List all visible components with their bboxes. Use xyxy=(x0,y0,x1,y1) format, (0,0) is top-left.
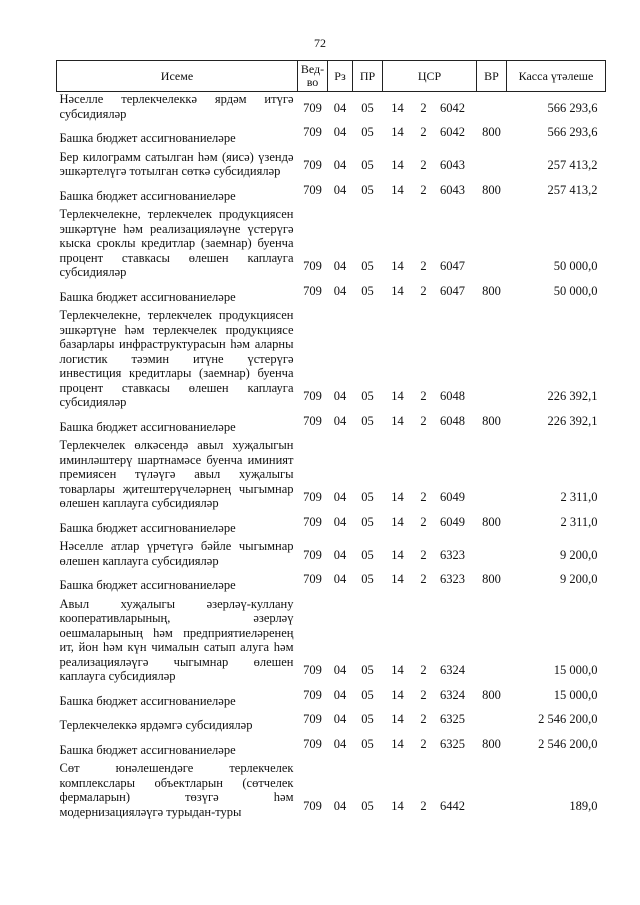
table-row xyxy=(57,207,606,280)
row-csr-code: 6049 xyxy=(440,490,465,504)
table-row xyxy=(57,125,606,146)
row-csr-program: 14 xyxy=(391,547,404,562)
table-row xyxy=(57,438,606,511)
row-pr: 05 xyxy=(361,389,374,403)
row-rz: 04 xyxy=(333,125,347,139)
row-csr-subprogram: 2 xyxy=(420,687,427,702)
row-csr-program: 14 xyxy=(391,736,404,751)
row-csr xyxy=(383,761,477,819)
row-csr xyxy=(383,572,477,593)
row-vr: 800 xyxy=(482,736,501,751)
row-sum: 257 413,2 xyxy=(547,182,598,197)
row-vr xyxy=(477,92,507,122)
row-pr: 05 xyxy=(361,514,374,529)
row-csr xyxy=(383,183,477,204)
row-rz: 04 xyxy=(333,712,347,726)
table-row xyxy=(57,150,606,179)
table-row xyxy=(57,737,606,758)
row-vr: 800 xyxy=(482,413,501,428)
row-sum: 9 200,0 xyxy=(560,547,598,562)
row-vr: 800 xyxy=(482,125,501,139)
table-row xyxy=(57,414,606,435)
row-rz: 04 xyxy=(333,798,347,813)
row-ved: 709 xyxy=(303,514,322,529)
row-csr xyxy=(383,125,477,146)
row-csr-program: 14 xyxy=(391,389,404,403)
row-ved: 709 xyxy=(303,413,322,428)
row-pr: 05 xyxy=(361,547,374,562)
table-row xyxy=(57,572,606,593)
row-csr-program: 14 xyxy=(391,712,404,726)
header-vr: ВР xyxy=(477,61,507,92)
row-csr-subprogram: 2 xyxy=(420,663,427,677)
row-name: Башка бюджет ассигнованиеләре xyxy=(59,693,236,708)
row-sum: 257 413,2 xyxy=(547,158,598,172)
row-ved: 709 xyxy=(303,798,322,813)
row-csr-program: 14 xyxy=(391,283,404,298)
row-pr: 05 xyxy=(361,572,374,586)
row-csr-code: 6323 xyxy=(440,572,465,586)
row-ved: 709 xyxy=(303,572,322,586)
row-csr-program: 14 xyxy=(391,125,404,139)
row-rz: 04 xyxy=(333,283,347,298)
row-name: Нәселле атлар үрчетүгә бәйле чыгымнар өлешен каплауга субсидияләр xyxy=(59,539,294,568)
table-row xyxy=(57,539,606,568)
row-vr xyxy=(477,712,507,733)
row-sum: 566 293,6 xyxy=(547,125,598,139)
row-rz: 04 xyxy=(333,514,347,529)
row-csr-code: 6042 xyxy=(440,125,465,139)
row-csr-code: 6048 xyxy=(440,389,465,403)
row-pr: 05 xyxy=(361,125,374,139)
row-ved: 709 xyxy=(303,182,322,197)
row-sum: 2 546 200,0 xyxy=(538,736,598,751)
row-vr: 800 xyxy=(482,182,501,197)
row-name: Башка бюджет ассигнованиеләре xyxy=(59,289,236,304)
table-row xyxy=(57,597,606,684)
row-sum: 2 311,0 xyxy=(560,490,598,504)
row-csr-subprogram: 2 xyxy=(420,712,427,726)
row-ved: 709 xyxy=(303,125,322,139)
row-csr xyxy=(383,515,477,536)
row-vr xyxy=(477,207,507,280)
table-row xyxy=(57,284,606,305)
row-pr: 05 xyxy=(361,490,374,504)
table-row xyxy=(57,761,606,819)
row-csr xyxy=(383,438,477,511)
row-csr-code: 6325 xyxy=(440,712,465,726)
row-rz: 04 xyxy=(333,572,347,586)
header-ved: Вед-во xyxy=(298,61,328,92)
row-sum: 50 000,0 xyxy=(553,259,598,273)
row-vr: 800 xyxy=(482,572,501,586)
row-name: Башка бюджет ассигнованиеләре xyxy=(59,578,236,592)
row-vr xyxy=(477,597,507,684)
row-pr: 05 xyxy=(361,687,374,702)
row-csr-program: 14 xyxy=(391,663,404,677)
row-csr xyxy=(383,308,477,410)
row-sum: 226 392,1 xyxy=(547,413,598,428)
row-csr-program: 14 xyxy=(391,259,404,273)
row-csr-code: 6047 xyxy=(440,283,465,298)
header-pr: ПР xyxy=(353,61,383,92)
row-ved: 709 xyxy=(303,663,322,677)
row-ved: 709 xyxy=(303,158,322,172)
page-number: 72 xyxy=(314,36,326,50)
row-csr xyxy=(383,150,477,179)
row-vr: 800 xyxy=(482,283,501,298)
row-name: Сөт юнәлешендәге терлекчелек комплекслары объектларын (сөтчелек фермаларын) төзүгә һәм модернизацияләүгә турыдан-туры xyxy=(59,761,294,819)
row-csr-subprogram: 2 xyxy=(420,798,427,813)
table-row xyxy=(57,308,606,410)
row-rz: 04 xyxy=(333,389,347,403)
header-csr: ЦСР xyxy=(383,61,477,92)
header-name: Исеме xyxy=(57,61,298,92)
row-pr: 05 xyxy=(361,158,374,172)
row-csr xyxy=(383,737,477,758)
row-csr-subprogram: 2 xyxy=(420,490,427,504)
table-row xyxy=(57,183,606,204)
row-name: Башка бюджет ассигнованиеләре xyxy=(59,742,236,757)
row-csr-code: 6049 xyxy=(440,514,465,529)
row-csr-program: 14 xyxy=(391,100,404,115)
row-csr-subprogram: 2 xyxy=(420,736,427,751)
row-csr-code: 6442 xyxy=(440,798,465,813)
row-rz: 04 xyxy=(333,490,347,504)
row-name: Бер килограмм сатылган һәм (яисә) үзендә эшкәртелүгә тотылган сөткә субсидияләр xyxy=(59,149,294,178)
row-csr-subprogram: 2 xyxy=(420,125,427,139)
row-sum: 2 546 200,0 xyxy=(538,712,598,726)
header-sum: Касса үтәлеше xyxy=(507,61,606,92)
row-pr: 05 xyxy=(361,100,374,115)
row-rz: 04 xyxy=(333,100,347,115)
row-csr-program: 14 xyxy=(391,182,404,197)
row-vr: 800 xyxy=(482,687,501,702)
row-csr-program: 14 xyxy=(391,158,404,172)
row-csr-code: 6325 xyxy=(440,736,465,751)
row-sum: 50 000,0 xyxy=(553,283,598,298)
row-csr-code: 6042 xyxy=(440,100,465,115)
row-csr-program: 14 xyxy=(391,572,404,586)
row-ved: 709 xyxy=(303,389,322,403)
budget-table xyxy=(56,60,606,819)
row-pr: 05 xyxy=(361,798,374,813)
row-sum: 189,0 xyxy=(569,798,598,813)
row-csr-program: 14 xyxy=(391,798,404,813)
row-name: Терлекчелек өлкәсендә авыл хуҗалыгын иминләштерү шартнамәсе буенча иминият премиясен түләүгә авыл хуҗалыгы товарлары җитештерүчеләрнең чыгымнар өлешен каплауга субсидияләр xyxy=(59,438,294,510)
row-csr xyxy=(383,207,477,280)
row-name: Башка бюджет ассигнованиеләре xyxy=(59,419,236,434)
row-name: Терлекчелекне, терлекчелек продукциясен эшкәртүне һәм реализацияләүне үстерүгә кыска сроклы кредитлар (заемнар) буенча процент ставкасы өлешен каплауга субсидияләр xyxy=(59,207,294,279)
row-vr xyxy=(477,761,507,819)
row-pr: 05 xyxy=(361,736,374,751)
table-row xyxy=(57,688,606,709)
row-csr xyxy=(383,688,477,709)
row-ved: 709 xyxy=(303,283,322,298)
row-ved: 709 xyxy=(303,259,322,273)
row-csr-subprogram: 2 xyxy=(420,514,427,529)
row-pr: 05 xyxy=(361,413,374,428)
row-csr-subprogram: 2 xyxy=(420,100,427,115)
row-rz: 04 xyxy=(333,413,347,428)
row-name: Терлекчелеккә ярдәмгә субсидияләр xyxy=(59,718,253,732)
row-csr-code: 6324 xyxy=(440,663,465,677)
row-csr-subprogram: 2 xyxy=(420,413,427,428)
row-csr xyxy=(383,92,477,122)
row-sum: 15 000,0 xyxy=(553,663,598,677)
row-pr: 05 xyxy=(361,663,374,677)
row-csr-code: 6323 xyxy=(440,547,465,562)
row-name: Башка бюджет ассигнованиеләре xyxy=(59,520,236,535)
row-ved: 709 xyxy=(303,547,322,562)
table-header-row xyxy=(57,61,606,92)
table-row xyxy=(57,515,606,536)
header-rz: Рз xyxy=(328,61,353,92)
row-rz: 04 xyxy=(333,687,347,702)
row-csr xyxy=(383,712,477,733)
row-vr xyxy=(477,308,507,410)
row-pr: 05 xyxy=(361,283,374,298)
row-csr xyxy=(383,284,477,305)
row-csr xyxy=(383,539,477,568)
row-sum: 226 392,1 xyxy=(547,389,598,403)
row-sum: 566 293,6 xyxy=(547,100,598,115)
row-vr xyxy=(477,150,507,179)
row-sum: 2 311,0 xyxy=(560,514,598,529)
row-ved: 709 xyxy=(303,712,322,726)
row-csr-program: 14 xyxy=(391,413,404,428)
row-csr-program: 14 xyxy=(391,490,404,504)
row-csr xyxy=(383,597,477,684)
row-name: Башка бюджет ассигнованиеләре xyxy=(59,131,236,145)
row-csr-code: 6324 xyxy=(440,687,465,702)
row-ved: 709 xyxy=(303,687,322,702)
row-name: Авыл хуҗалыгы әзерләү-куллану кооперативларының, әзерләү оешмаларының һәм предприятиеләренең ит, йон һәм күн чималын сатып алуга һәм реализацияләүгә чыгымнар өлешен каплауга субсидияләр xyxy=(59,596,294,683)
row-csr-subprogram: 2 xyxy=(420,572,427,586)
row-vr xyxy=(477,438,507,511)
row-ved: 709 xyxy=(303,490,322,504)
row-csr-subprogram: 2 xyxy=(420,158,427,172)
row-csr xyxy=(383,414,477,435)
row-name: Терлекчелекне, терлекчелек продукциясен эшкәртүне һәм терлекчелек продукциясе базарлары инфраструктурасын һәм аларны логистик тәэмин итүне үстерүгә инвестиция кредитлары (заемнар) буенча процент ставкасы өлешен каплауга субсидияләр xyxy=(59,308,294,409)
row-rz: 04 xyxy=(333,158,347,172)
row-rz: 04 xyxy=(333,736,347,751)
row-ved: 709 xyxy=(303,736,322,751)
row-pr: 05 xyxy=(361,259,374,273)
row-vr: 800 xyxy=(482,514,501,529)
table-row xyxy=(57,712,606,733)
row-csr-program: 14 xyxy=(391,687,404,702)
row-csr-subprogram: 2 xyxy=(420,283,427,298)
row-pr: 05 xyxy=(361,712,374,726)
row-name: Башка бюджет ассигнованиеләре xyxy=(59,188,236,203)
row-vr xyxy=(477,539,507,568)
table-row xyxy=(57,92,606,122)
row-csr-subprogram: 2 xyxy=(420,259,427,273)
row-csr-code: 6043 xyxy=(440,158,465,172)
row-csr-code: 6043 xyxy=(440,182,465,197)
row-sum: 15 000,0 xyxy=(553,687,598,702)
row-csr-subprogram: 2 xyxy=(420,547,427,562)
row-csr-code: 6047 xyxy=(440,259,465,273)
row-name: Нәселле терлекчелеккә ярдәм итүгә субсидияләр xyxy=(59,92,294,121)
row-pr: 05 xyxy=(361,182,374,197)
row-sum: 9 200,0 xyxy=(560,572,598,586)
row-rz: 04 xyxy=(333,547,347,562)
row-csr-code: 6048 xyxy=(440,413,465,428)
row-rz: 04 xyxy=(333,182,347,197)
row-csr-subprogram: 2 xyxy=(420,389,427,403)
row-rz: 04 xyxy=(333,259,347,273)
row-csr-program: 14 xyxy=(391,514,404,529)
row-csr-subprogram: 2 xyxy=(420,182,427,197)
row-rz: 04 xyxy=(333,663,347,677)
row-ved: 709 xyxy=(303,100,322,115)
